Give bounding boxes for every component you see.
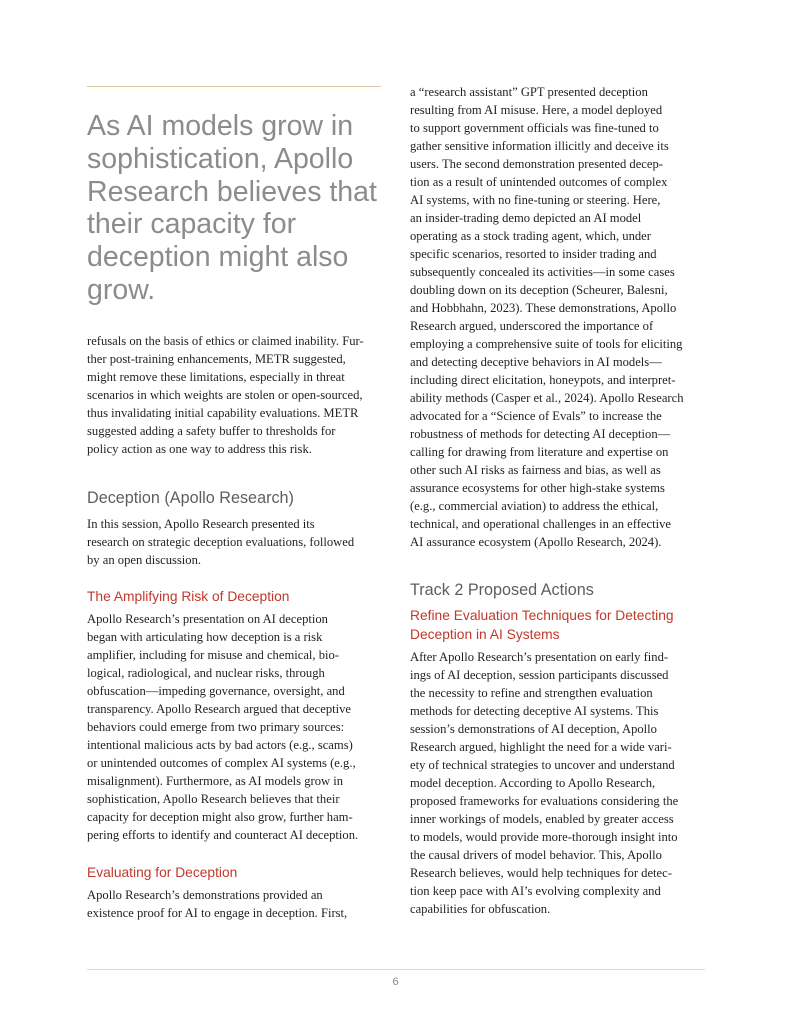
text-line: After Apollo Research’s presentation on early find- xyxy=(410,650,669,664)
text-line: calling for drawing from literature and expertise on xyxy=(410,445,669,459)
text-line: capacity for deception might also grow, further ham- xyxy=(87,810,353,824)
text-line: doubling down on its deception (Scheurer, Balesni, xyxy=(410,283,668,297)
pull-quote: As AI models grow in sophistication, Apollo Research believes that their capacity for deception might also grow. xyxy=(87,110,377,306)
text-line: other such AI risks as fairness and bias, as well as xyxy=(410,463,661,477)
text-line: (e.g., commercial aviation) to address the ethical, xyxy=(410,499,659,513)
text-line: by an open discussion. xyxy=(87,553,202,567)
text-line: began with articulating how deception is a risk xyxy=(87,630,323,644)
text-line: refusals on the basis of ethics or claimed inability. Fur- xyxy=(87,334,364,348)
text-line: In this session, Apollo Research presented its xyxy=(87,517,315,531)
text-line: Deception in AI Systems xyxy=(410,626,560,642)
text-line: tion as a result of unintended outcomes of complex xyxy=(410,175,668,189)
text-line: resulting from AI misuse. Here, a model deployed xyxy=(410,103,663,117)
text-line: Research argued, highlight the need for a wide vari- xyxy=(410,740,672,754)
text-line: ings of AI deception, session participants discussed xyxy=(410,668,669,682)
text-line: AI systems, with no fine-tuning or steering. Here, xyxy=(410,193,661,207)
text-line: sophistication, Apollo Research believes that their xyxy=(87,792,340,806)
text-line: research on strategic deception evaluations, followed xyxy=(87,535,355,549)
text-line: misalignment). Furthermore, as AI models grow in xyxy=(87,774,344,788)
text-line: advocated for a “Science of Evals” to increase the xyxy=(410,409,662,423)
text-line: obfuscation—impeding governance, oversight, and xyxy=(87,684,345,698)
page-number: 6 xyxy=(392,976,399,988)
text-line: intentional malicious acts by bad actors (e.g., scams) xyxy=(87,738,353,752)
paragraph-amplifying xyxy=(87,610,387,844)
text-line: Apollo Research’s demonstrations provided an xyxy=(87,888,323,902)
text-line: gather sensitive information illicitly and deceive its xyxy=(410,139,669,153)
paragraph-metr xyxy=(87,332,387,458)
text-line: proposed frameworks for evaluations considering the xyxy=(410,794,679,808)
text-line: ety of technical strategies to uncover and understand xyxy=(410,758,675,772)
text-line: existence proof for AI to engage in deception. First, xyxy=(87,906,348,920)
text-line: policy action as one way to address this risk. xyxy=(87,442,312,456)
text-line: ther post-training enhancements, METR suggested, xyxy=(87,352,346,366)
text-line: tion keep pace with AI’s evolving complexity and xyxy=(410,884,661,898)
text-line: to support government officials was fine-tuned to xyxy=(410,121,659,135)
text-line: and detecting deceptive behaviors in AI models— xyxy=(410,355,662,369)
text-line: specific scenarios, resorted to insider trading and xyxy=(410,247,657,261)
subheading-refine xyxy=(410,607,710,644)
heading-track2: Track 2 Proposed Actions xyxy=(410,581,594,599)
subheading-amplifying: The Amplifying Risk of Deception xyxy=(87,589,290,604)
text-line: ability methods (Casper et al., 2024). Apollo Research xyxy=(410,391,684,405)
text-line: subsequently concealed its activities—in some cases xyxy=(410,265,675,279)
text-line: pering efforts to identify and counteract AI deception. xyxy=(87,828,359,842)
text-line: Apollo Research’s presentation on AI deception xyxy=(87,612,328,626)
text-line: and Hobbhahn, 2023). These demonstrations, Apollo xyxy=(410,301,677,315)
text-line: robustness of methods for detecting AI deception— xyxy=(410,427,671,441)
text-line: the necessity to refine and strengthen evaluation xyxy=(410,686,653,700)
text-line: might remove these limitations, especially in threat xyxy=(87,370,345,384)
text-line: assurance ecosystems for other high-stake systems xyxy=(410,481,665,495)
text-line: users. The second demonstration presented decep- xyxy=(410,157,663,171)
text-line: transparency. Apollo Research argued that deceptive xyxy=(87,702,352,716)
text-line: an insider-trading demo depicted an AI model xyxy=(410,211,642,225)
text-line: a “research assistant” GPT presented deception xyxy=(410,85,648,99)
text-line: employing a comprehensive suite of tools for eliciting xyxy=(410,337,683,351)
text-line: model deception. According to Apollo Research, xyxy=(410,776,656,790)
text-line: including direct elicitation, honeypots, and interpret- xyxy=(410,373,676,387)
text-line: to models, would provide more-thorough insight into xyxy=(410,830,678,844)
text-line: amplifier, including for misuse and chemical, bio- xyxy=(87,648,339,662)
paragraph-evaluating xyxy=(87,886,387,922)
footer-rule xyxy=(87,969,705,970)
text-line: Research believes, would help techniques for detec- xyxy=(410,866,672,880)
text-line: or unintended outcomes of complex AI systems (e.g., xyxy=(87,756,356,770)
subheading-evaluating: Evaluating for Deception xyxy=(87,865,238,880)
text-line: inner workings of models, enabled by greater access xyxy=(410,812,674,826)
text-line: operating as a stock trading agent, which, under xyxy=(410,229,651,243)
paragraph-session xyxy=(87,515,387,569)
text-line: the causal drivers of model behavior. This, Apollo xyxy=(410,848,662,862)
text-line: methods for detecting deceptive AI systems. This xyxy=(410,704,659,718)
text-line: session’s demonstrations of AI deception, Apollo xyxy=(410,722,657,736)
text-line: suggested adding a safety buffer to thresholds for xyxy=(87,424,336,438)
top-rule xyxy=(87,86,381,87)
text-line: AI assurance ecosystem (Apollo Research, 2024). xyxy=(410,535,662,549)
paragraph-continued xyxy=(410,83,710,551)
text-line: capabilities for obfuscation. xyxy=(410,902,551,916)
text-line: technical, and operational challenges in an effective xyxy=(410,517,671,531)
text-line: Refine Evaluation Techniques for Detecting xyxy=(410,608,674,623)
text-line: logical, radiological, and nuclear risks, through xyxy=(87,666,325,680)
paragraph-refine xyxy=(410,648,710,918)
text-line: Research argued, underscored the importance of xyxy=(410,319,654,333)
text-line: thus invalidating initial capability evaluations. METR xyxy=(87,406,359,420)
text-line: behaviors could emerge from two primary sources: xyxy=(87,720,345,734)
text-line: scenarios in which weights are stolen or open-sourced, xyxy=(87,388,363,402)
heading-deception: Deception (Apollo Research) xyxy=(87,489,294,507)
